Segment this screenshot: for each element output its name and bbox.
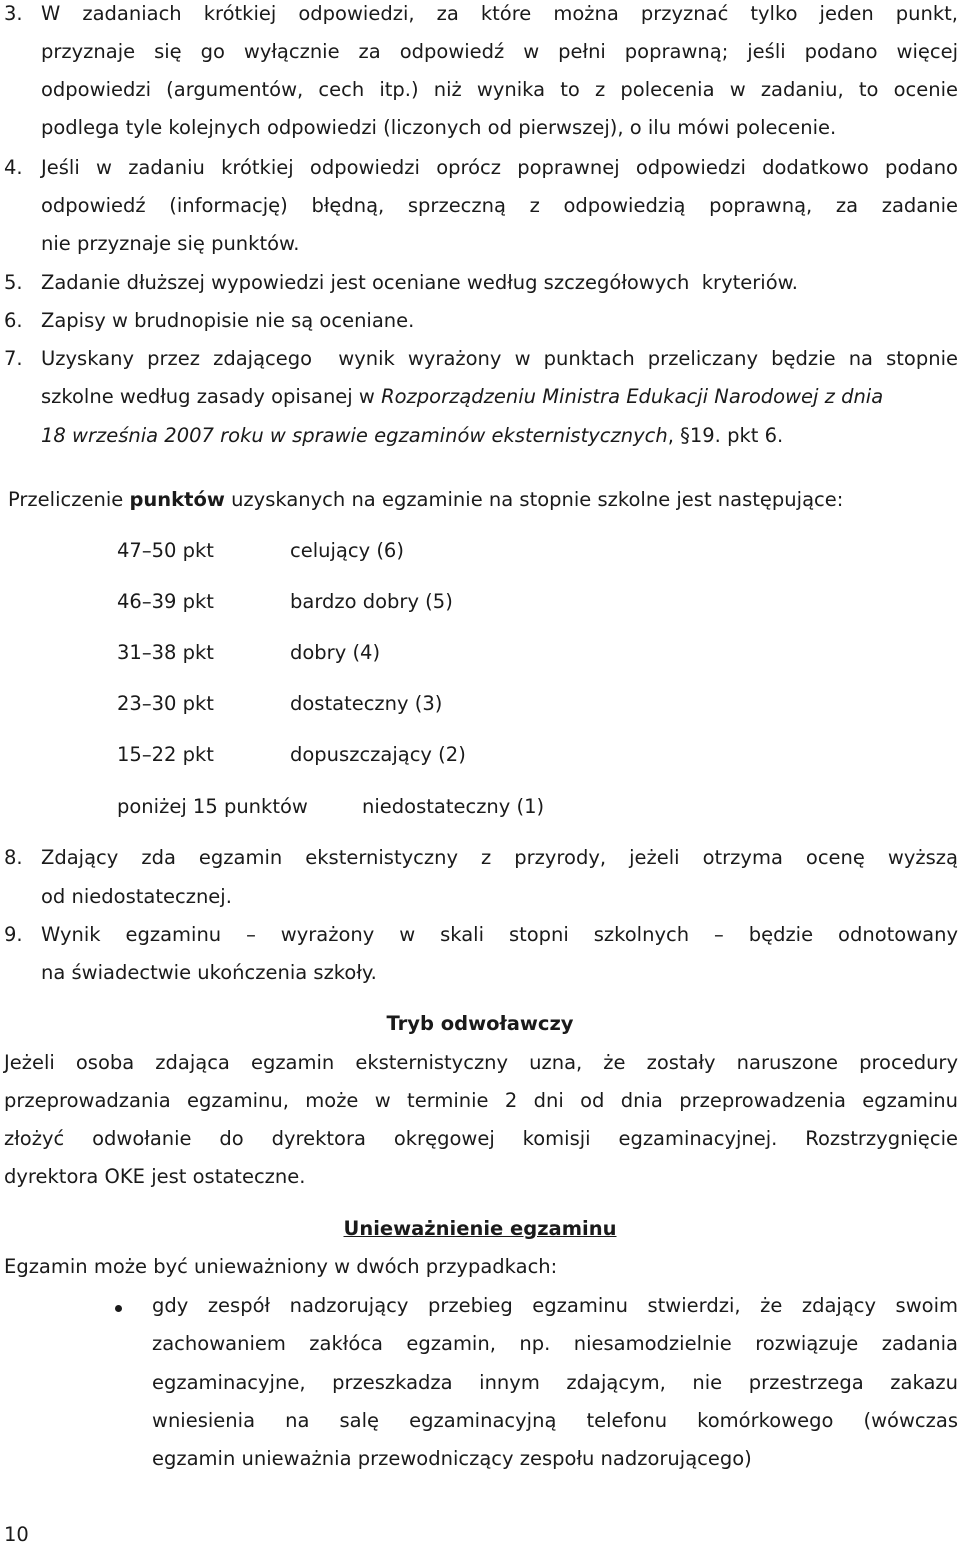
page-number: 10 xyxy=(4,1523,29,1546)
conversion-range-3: 31–38 pkt xyxy=(117,641,214,664)
annulment-intro: Egzamin może być unieważniony w dwóch przypadkach: xyxy=(4,1255,558,1278)
annulment-bullet-line-5: egzamin unieważnia przewodniczący zespołu nadzorującego) xyxy=(152,1447,752,1470)
conversion-range-4: 23–30 pkt xyxy=(117,692,214,715)
appeal-line-1: Jeżeli osoba zdająca egzamin eksternistyczny uzna, że zostały naruszone procedury xyxy=(4,1051,958,1074)
conversion-grade-5: dopuszczający (2) xyxy=(290,743,466,766)
item-3-line-4: podlega tyle kolejnych odpowiedzi (liczonych od pierwszej), o ilu mówi polecenie. xyxy=(41,116,837,139)
item-7-number: 7. xyxy=(4,347,23,370)
item-3-line-1: W zadaniach krótkiej odpowiedzi, za które można przyznać tylko jeden punkt, xyxy=(41,2,958,25)
conversion-intro-after: uzyskanych na egzaminie na stopnie szkolne jest następujące: xyxy=(224,488,844,511)
item-9-line-1: Wynik egzaminu – wyrażony w skali stopni szkolnych – będzie odnotowany xyxy=(41,923,958,946)
item-9-number: 9. xyxy=(4,923,23,946)
item-8-number: 8. xyxy=(4,846,23,869)
item-5-text: Zadanie dłuższej wypowiedzi jest oceniane według szczegółowych kryteriów. xyxy=(41,271,798,294)
item-6-text: Zapisy w brudnopisie nie są oceniane. xyxy=(41,309,415,332)
conversion-grade-3: dobry (4) xyxy=(290,641,381,664)
annulment-bullet-line-4: wniesienia na salę egzaminacyjną telefonu komórkowego (wówczas xyxy=(152,1409,958,1432)
annulment-bullet-line-1: gdy zespół nadzorujący przebieg egzaminu stwierdzi, że zdający swoim xyxy=(152,1294,958,1317)
appeal-line-3: złożyć odwołanie do dyrektora okręgowej komisji egzaminacyjnej. Rozstrzygnięcie xyxy=(4,1127,958,1150)
item-8-line-1: Zdający zda egzamin eksternistyczny z przyrody, jeżeli otrzyma ocenę wyższą xyxy=(41,846,958,869)
annulment-heading: Unieważnienie egzaminu xyxy=(343,1217,617,1240)
conversion-grade-6: niedostateczny (1) xyxy=(362,795,545,818)
appeal-heading: Tryb odwoławczy xyxy=(386,1012,574,1035)
item-4-line-3: nie przyznaje się punktów. xyxy=(41,232,300,255)
annulment-bullet-line-3: egzaminacyjne, przeszkadza innym zdającym, nie przestrzega zakazu xyxy=(152,1371,958,1394)
conversion-range-6: poniżej 15 punktów xyxy=(117,795,308,818)
item-6-number: 6. xyxy=(4,309,23,332)
item-7-line-3-plain: , §19. pkt 6. xyxy=(667,424,784,447)
conversion-grade-4: dostateczny (3) xyxy=(290,692,443,715)
conversion-grade-1: celujący (6) xyxy=(290,539,404,562)
item-3-number: 3. xyxy=(4,2,23,25)
conversion-intro-before: Przeliczenie xyxy=(8,488,130,511)
item-7-line-2-plain: szkolne według zasady opisanej w xyxy=(41,385,382,408)
conversion-range-2: 46–39 pkt xyxy=(117,590,214,613)
item-4-line-1: Jeśli w zadaniu krótkiej odpowiedzi oprócz poprawnej odpowiedzi dodatkowo podano xyxy=(41,156,958,179)
appeal-line-4: dyrektora OKE jest ostateczne. xyxy=(4,1165,306,1188)
conversion-grade-2: bardzo dobry (5) xyxy=(290,590,453,613)
item-8-line-2: od niedostatecznej. xyxy=(41,885,232,908)
item-9-line-2: na świadectwie ukończenia szkoły. xyxy=(41,961,377,984)
item-4-number: 4. xyxy=(4,156,23,179)
item-7-regulation-title-part-1: Rozporządzeniu Ministra Edukacji Narodowej z dnia xyxy=(381,385,884,408)
conversion-range-1: 47–50 pkt xyxy=(117,539,214,562)
conversion-intro xyxy=(8,487,843,513)
item-3-line-2: przyznaje się go wyłącznie za odpowiedź w pełni poprawną; jeśli podano więcej xyxy=(41,40,958,63)
item-5-number: 5. xyxy=(4,271,23,294)
item-3-line-3: odpowiedzi (argumentów, cech itp.) niż wynika to z polecenia w zadaniu, to ocenie xyxy=(41,78,958,101)
item-4-line-2: odpowiedź (informację) błędną, sprzeczną z odpowiedzią poprawną, za zadanie xyxy=(41,194,958,217)
item-7-line-1: Uzyskany przez zdającego wynik wyrażony w punktach przeliczany będzie na stopnie xyxy=(41,347,958,370)
bullet-icon xyxy=(115,1305,122,1312)
conversion-intro-bold: punktów xyxy=(129,488,225,511)
conversion-range-5: 15–22 pkt xyxy=(117,743,214,766)
appeal-line-2: przeprowadzania egzaminu, może w terminie 2 dni od dnia przeprowadzenia egzaminu xyxy=(4,1089,958,1112)
item-7-line-3 xyxy=(41,423,783,449)
item-7-line-2 xyxy=(41,384,958,410)
item-7-regulation-title-part-2: 18 września 2007 roku w sprawie egzaminów eksternistycznych xyxy=(41,424,668,447)
annulment-bullet-line-2: zachowaniem zakłóca egzamin, np. niesamodzielnie rozwiązuje zadania xyxy=(152,1332,958,1355)
